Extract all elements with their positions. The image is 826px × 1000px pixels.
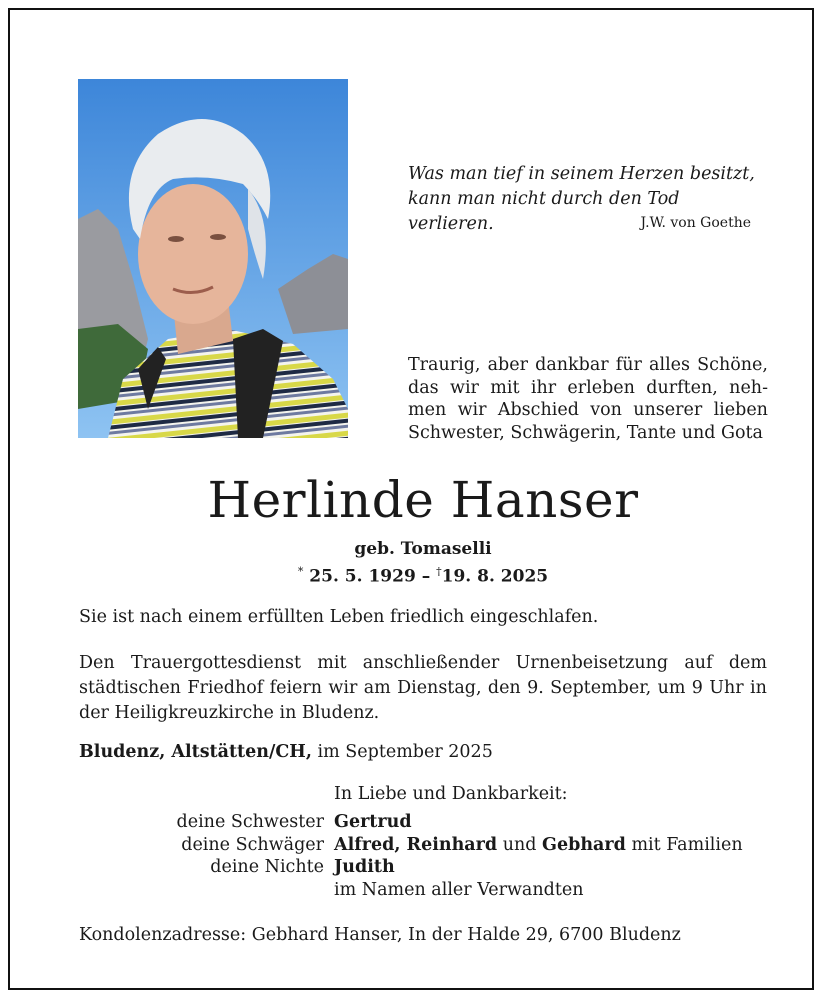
word: mit [490,377,520,398]
mourners-list [10,811,826,901]
word: Friedhof [187,678,264,698]
word: für [615,355,642,375]
service-text [79,651,767,726]
word: wir [328,678,358,698]
mourner-names [334,811,412,834]
mourner-names [334,856,395,879]
word: unserer [633,400,703,420]
date-separator: – [421,566,431,587]
life-dates [10,560,826,589]
word: alles [649,355,691,375]
word: am [363,678,391,698]
mourner-name: Gebhard [542,834,626,855]
word: Urnenbeisetzung [515,653,669,673]
intro-line-1 [408,354,768,377]
word: mit [317,653,347,673]
birth-date: 25. 5. 1929 [309,566,416,587]
word: men [408,400,447,420]
mourner-suffix: mit Familien [631,834,743,855]
mourner-row [10,834,826,857]
portrait-photo [78,79,348,438]
mourner-row [10,811,826,834]
mourner-relation: deine Schwester [176,812,324,832]
death-date: 19. 8. 2025 [441,566,549,587]
mourner-name: Alfred, Reinhard [334,834,498,855]
word: 9. [527,678,544,698]
word: erleben [567,377,635,398]
word: dankbar [535,355,609,375]
service-line-2 [79,676,767,701]
word: Uhr [709,678,744,698]
word: anschließender [362,653,500,673]
intro-line-4: Schwester, Schwägerin, Tante und Gota [408,422,763,443]
word: den [487,678,521,698]
word: Abschied [497,400,579,420]
quote-line-2: kann man nicht durch den Tod verlieren. [408,189,680,234]
word: wir [457,400,487,420]
mourner-names [334,834,743,857]
mourner-name: Judith [334,857,395,877]
maiden-name: geb. Tomaselli [354,539,492,559]
word: das [408,377,439,398]
quote-line-1: Was man tief in seinem Herzen besitzt, [408,164,755,184]
thanks-line: In Liebe und Dankbarkeit: [334,784,568,804]
word: durften, [646,377,718,398]
mourner-relation: deine Schwäger [181,834,324,855]
word: wir [449,377,479,398]
word: feiern [269,678,323,698]
word: dem [728,653,767,673]
condolence-address: Kondolenzadresse: Gebhard Hanser, In der Halde 29, 6700 Bludenz [79,925,681,945]
mourner-names [334,879,584,902]
word: Traurig, [408,355,481,375]
obituary-frame [8,8,814,990]
mourner-row [10,856,826,879]
word: neh- [729,377,768,398]
place-names: Bludenz, Altstätten/CH, [79,742,312,762]
intro-line-2 [408,377,768,400]
mourner-name: Gertrud [334,812,412,832]
word: September, [550,678,652,698]
word: in [750,678,767,698]
word: von [590,400,622,420]
mourner-row [10,879,826,902]
death-symbol: † [436,565,442,578]
intro-line-3 [408,399,768,422]
place-date [79,740,767,765]
peace-text: Sie ist nach einem erfüllten Leben friedlich eingeschlafen. [79,607,599,627]
deceased-name: Herlinde Hanser [207,471,639,529]
word: aber [487,355,528,375]
word: lieben [713,400,768,420]
word: 9 [691,678,703,698]
word: um [657,678,686,698]
word: auf [684,653,713,673]
service-line-1 [79,651,767,676]
word: Den [79,653,115,673]
intro-text [408,354,768,444]
word: ihr [530,377,557,398]
word: Trauergottesdienst [130,653,301,673]
mourner-relation: deine Nichte [210,857,324,877]
word: Schöne, [697,355,768,375]
birth-symbol: * [297,565,304,578]
quote-author: J.W. von Goethe [640,215,751,231]
word: Dienstag, [397,678,482,698]
service-line-3: der Heiligkreuzkirche in Bludenz. [79,703,380,723]
mourner-joiner: und [502,834,537,855]
mourner-plain: im Namen aller Verwandten [334,879,584,900]
place-month: im September 2025 [317,742,493,762]
word: städtischen [79,678,181,698]
